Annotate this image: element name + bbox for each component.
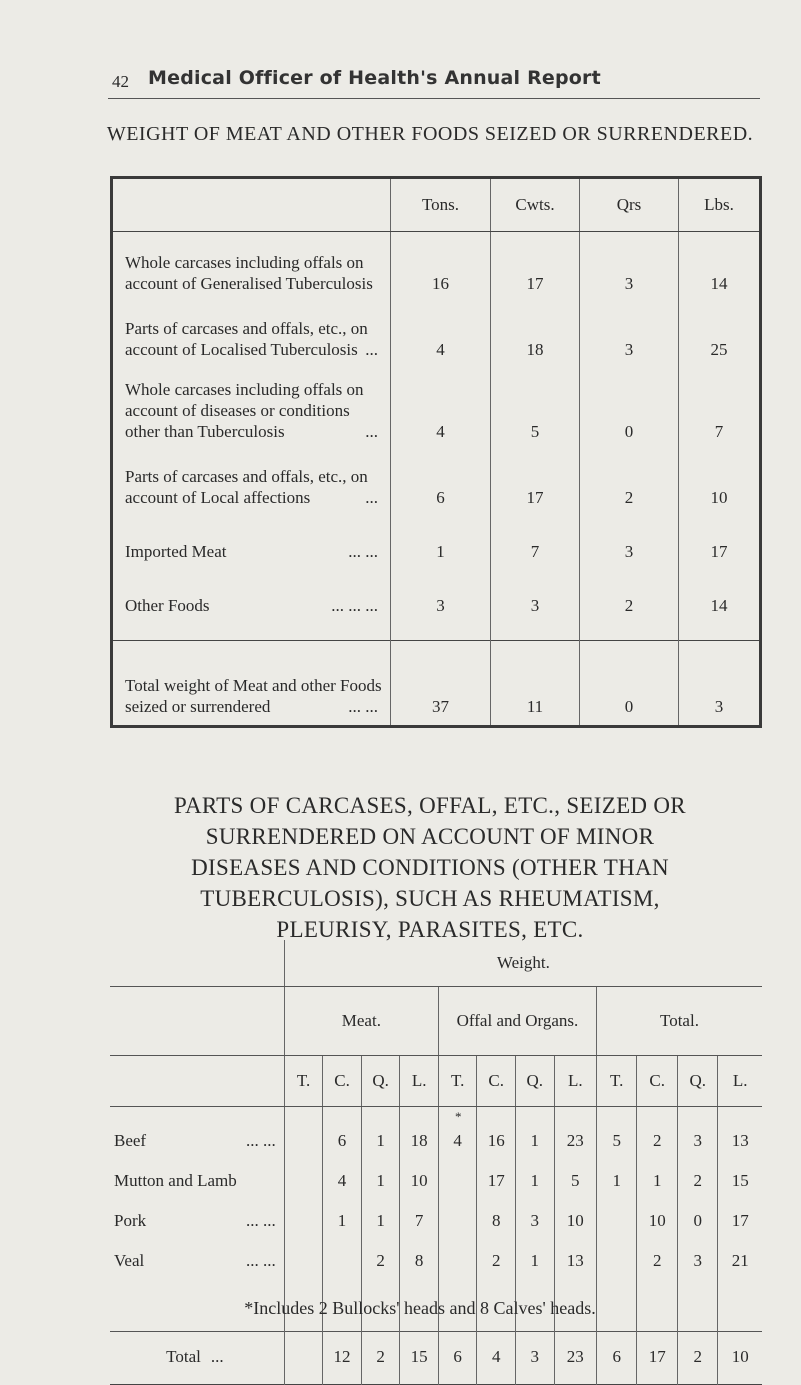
row-label <box>110 1233 284 1273</box>
value-text: 3 <box>530 1211 539 1230</box>
section2-title-line: DISEASES AND CONDITIONS (OTHER THAN <box>191 855 669 880</box>
subcol-header: T. <box>284 1056 322 1107</box>
value-cell <box>400 1107 439 1154</box>
value-cell <box>477 1193 516 1233</box>
value-text: 5 <box>571 1171 580 1190</box>
value-cell <box>515 1107 554 1154</box>
group-total: Total. <box>597 987 763 1056</box>
value-cell <box>438 1193 476 1233</box>
subcol-header: L. <box>718 1056 762 1107</box>
value-text: 1 <box>530 1171 539 1190</box>
qrs-cell: 0 <box>580 641 679 727</box>
value-text: 10 <box>410 1171 428 1190</box>
value-cell <box>637 1332 678 1385</box>
value-text: 2 <box>491 1251 501 1270</box>
running-title: Medical Officer of Health's Annual Report <box>148 67 601 89</box>
value-cell <box>554 1332 596 1385</box>
row-label <box>112 298 391 364</box>
row-label-line: Whole carcases including offals on <box>125 380 364 399</box>
value-cell <box>597 1107 637 1154</box>
value-text: 18 <box>410 1131 428 1150</box>
value-text: 21 <box>731 1251 749 1270</box>
value-cell <box>515 1233 554 1273</box>
value-cell <box>554 1193 596 1233</box>
value-cell <box>361 1153 400 1193</box>
value-cell <box>323 1332 362 1385</box>
cwts-cell: 11 <box>491 641 580 727</box>
cwts-cell: 5 <box>491 364 580 446</box>
group-offal-organs: Offal and Organs. <box>438 987 596 1056</box>
table2-row <box>110 1107 762 1154</box>
value-text: 4 <box>491 1347 501 1366</box>
value-cell <box>284 1233 322 1273</box>
footnote-star: * <box>454 1109 462 1124</box>
leader-dots: ... <box>365 488 378 507</box>
seized-foods-table <box>110 176 762 728</box>
value-cell <box>554 1107 596 1154</box>
leader-dots: ... ... <box>246 1211 276 1230</box>
value-cell <box>677 1107 718 1154</box>
row-label-text: Beef <box>114 1131 147 1150</box>
row-label-line: seized or surrendered <box>125 697 271 716</box>
row-label <box>112 566 391 641</box>
row-label <box>110 1332 284 1385</box>
tons-cell: 6 <box>391 446 491 512</box>
table2-stub-header-3 <box>110 1056 284 1107</box>
section2-title-line: PARTS OF CARCASES, OFFAL, ETC., SEIZED OR <box>174 793 686 818</box>
table1-row <box>112 512 761 566</box>
col-cwts: Cwts. <box>491 178 580 232</box>
tons-cell: 16 <box>391 232 491 299</box>
value-cell <box>718 1332 762 1385</box>
value-text: 23 <box>566 1131 584 1150</box>
value-cell <box>477 1332 516 1385</box>
value-cell <box>718 1153 762 1193</box>
value-text: 1 <box>530 1131 539 1150</box>
cwts-cell: 18 <box>491 298 580 364</box>
row-label-line: Parts of carcases and offals, etc., on <box>125 319 368 338</box>
value-text: 2 <box>693 1171 702 1190</box>
value-text: 3 <box>693 1131 702 1150</box>
row-label-line: other than Tuberculosis <box>125 422 285 441</box>
value-text: 3 <box>693 1251 702 1270</box>
subcol-header: Q. <box>515 1056 554 1107</box>
value-cell <box>515 1332 554 1385</box>
table2-stub-header-2 <box>110 987 284 1056</box>
value-cell <box>477 1153 516 1193</box>
table1-stub-header <box>112 178 391 232</box>
subcol-header: L. <box>400 1056 439 1107</box>
table2-row <box>110 1193 762 1233</box>
lbs-cell: 17 <box>679 512 761 566</box>
qrs-cell: 3 <box>580 298 679 364</box>
leader-dots: ... ... <box>348 697 378 716</box>
value-cell <box>637 1153 678 1193</box>
section1-title: WEIGHT OF MEAT AND OTHER FOODS SEIZED OR SURRENDERED. <box>106 123 754 145</box>
leader-dots: ... <box>365 422 378 441</box>
value-text: 2 <box>376 1347 385 1366</box>
tons-cell: 1 <box>391 512 491 566</box>
value-cell <box>323 1153 362 1193</box>
table1-row <box>112 446 761 512</box>
subcol-header: C. <box>477 1056 516 1107</box>
subcol-header: L. <box>554 1056 596 1107</box>
row-label <box>112 641 391 727</box>
table1-header-row <box>112 178 761 232</box>
col-lbs: Lbs. <box>679 178 761 232</box>
value-text: 10 <box>566 1211 584 1230</box>
lbs-cell: 14 <box>679 232 761 299</box>
value-cell <box>477 1107 516 1154</box>
lbs-cell: 10 <box>679 446 761 512</box>
table1-row <box>112 566 761 641</box>
subcol-header: T. <box>597 1056 637 1107</box>
value-text: 8 <box>414 1251 424 1270</box>
row-label-line: Whole carcases including offals on <box>125 253 364 272</box>
value-cell <box>637 1233 678 1273</box>
value-cell <box>438 1107 476 1154</box>
value-cell <box>554 1153 596 1193</box>
row-label-text: Pork <box>114 1211 147 1230</box>
row-label-text: Total <box>166 1347 201 1366</box>
value-text: 17 <box>648 1347 666 1366</box>
row-label <box>112 364 391 446</box>
section2-title-line: TUBERCULOSIS), SUCH AS RHEUMATISM, <box>200 886 660 911</box>
leader-dots: ... ... <box>348 542 378 561</box>
value-text: 2 <box>693 1347 702 1366</box>
value-cell <box>361 1107 400 1154</box>
table1-row <box>112 232 761 299</box>
col-qrs: Qrs <box>580 178 679 232</box>
value-cell <box>361 1332 400 1385</box>
table1-total-row <box>112 641 761 727</box>
row-label <box>112 446 391 512</box>
value-cell <box>515 1153 554 1193</box>
table2-subcolumn-row <box>110 1056 762 1107</box>
leader-dots: ... <box>210 1347 224 1366</box>
value-text: 10 <box>648 1211 666 1230</box>
subcol-header: C. <box>637 1056 678 1107</box>
value-cell <box>718 1107 762 1154</box>
value-text: 15 <box>731 1171 749 1190</box>
value-cell <box>284 1193 322 1233</box>
section2-title-line: PLEURISY, PARASITES, ETC. <box>276 917 584 942</box>
lbs-cell: 7 <box>679 364 761 446</box>
value-text: 1 <box>612 1171 621 1190</box>
value-cell <box>637 1193 678 1233</box>
table2-group-row <box>110 987 762 1056</box>
value-cell <box>597 1193 637 1233</box>
value-text: 2 <box>652 1131 662 1150</box>
value-cell <box>361 1193 400 1233</box>
value-cell <box>438 1233 476 1273</box>
value-text: 4 <box>453 1131 462 1150</box>
value-cell <box>597 1233 637 1273</box>
spacer-cell <box>718 1273 762 1332</box>
tons-cell: 3 <box>391 566 491 641</box>
qrs-cell: 2 <box>580 566 679 641</box>
row-label-line: account of Local affections <box>125 488 311 507</box>
table1-row <box>112 364 761 446</box>
value-text: 6 <box>337 1131 347 1150</box>
value-text: 0 <box>693 1211 702 1230</box>
lbs-cell: 3 <box>679 641 761 727</box>
value-text: 3 <box>530 1347 539 1366</box>
leader-dots: ... ... ... <box>331 596 378 615</box>
table1-row <box>112 298 761 364</box>
value-text: 8 <box>491 1211 501 1230</box>
row-label-text: Veal <box>114 1251 145 1270</box>
value-cell <box>438 1332 476 1385</box>
value-text: 12 <box>333 1347 351 1366</box>
row-label <box>112 512 391 566</box>
value-cell <box>400 1332 439 1385</box>
value-cell <box>677 1153 718 1193</box>
value-cell <box>477 1233 516 1273</box>
value-cell <box>284 1153 322 1193</box>
value-text: 13 <box>566 1251 584 1270</box>
cwts-cell: 3 <box>491 566 580 641</box>
cwts-cell: 7 <box>491 512 580 566</box>
value-cell <box>284 1332 322 1385</box>
value-cell <box>323 1107 362 1154</box>
value-text: 2 <box>652 1251 662 1270</box>
value-cell <box>284 1107 322 1154</box>
value-text: 10 <box>731 1347 749 1366</box>
value-text: 13 <box>731 1131 749 1150</box>
row-label <box>110 1193 284 1233</box>
value-text: 23 <box>566 1347 584 1366</box>
weight-header: Weight. <box>284 940 762 987</box>
table2-row <box>110 1233 762 1273</box>
value-cell <box>718 1193 762 1233</box>
value-cell <box>677 1332 718 1385</box>
footnote: *Includes 2 Bullocks' heads and 8 Calves' heads. <box>244 1298 596 1318</box>
row-label-line: Total weight of Meat and other Foods <box>125 676 382 695</box>
value-text: 1 <box>530 1251 539 1270</box>
row-label-line: Imported Meat <box>125 542 227 561</box>
group-meat: Meat. <box>284 987 438 1056</box>
value-cell <box>323 1233 362 1273</box>
value-cell <box>677 1193 718 1233</box>
value-text: 1 <box>376 1131 385 1150</box>
row-label-line: Other Foods <box>125 596 210 615</box>
section2-title-line: SURRENDERED ON ACCOUNT OF MINOR <box>205 824 655 849</box>
value-text: 1 <box>337 1211 347 1230</box>
cwts-cell: 17 <box>491 232 580 299</box>
row-label <box>110 1153 284 1193</box>
row-label-line: Parts of carcases and offals, etc., on <box>125 467 368 486</box>
qrs-cell: 0 <box>580 364 679 446</box>
subcol-header: Q. <box>361 1056 400 1107</box>
value-cell <box>554 1233 596 1273</box>
value-text: 2 <box>376 1251 385 1270</box>
qrs-cell: 3 <box>580 512 679 566</box>
table2-weight-row <box>110 940 762 987</box>
qrs-cell: 3 <box>580 232 679 299</box>
value-text: 1 <box>376 1211 385 1230</box>
table2-row <box>110 1153 762 1193</box>
value-text: 7 <box>414 1211 424 1230</box>
header-rule <box>108 98 760 99</box>
row-label-line: account of Generalised Tuberculosis <box>125 274 373 293</box>
value-cell <box>400 1233 439 1273</box>
value-cell <box>637 1107 678 1154</box>
value-text: 15 <box>410 1347 428 1366</box>
value-text: 4 <box>337 1171 347 1190</box>
row-label <box>112 232 391 299</box>
value-text: 1 <box>376 1171 385 1190</box>
value-cell <box>597 1332 637 1385</box>
table2-total-row <box>110 1332 762 1385</box>
value-text: 17 <box>731 1211 749 1230</box>
row-label <box>110 1107 284 1154</box>
leader-dots: ... ... <box>246 1131 276 1150</box>
subcol-header: Q. <box>677 1056 718 1107</box>
value-cell <box>400 1153 439 1193</box>
value-text: 5 <box>612 1131 621 1150</box>
leader-dots: ... ... <box>246 1251 276 1270</box>
section2-title <box>100 790 760 945</box>
value-text: 16 <box>487 1131 505 1150</box>
col-tons: Tons. <box>391 178 491 232</box>
value-cell <box>677 1233 718 1273</box>
row-label-text: Mutton and Lamb <box>114 1171 237 1190</box>
row-label-line: account of Localised Tuberculosis <box>125 340 358 359</box>
subcol-header: T. <box>438 1056 476 1107</box>
value-text: 6 <box>612 1347 621 1366</box>
row-label-line: account of diseases or conditions <box>125 401 350 420</box>
tons-cell: 4 <box>391 298 491 364</box>
leader-dots: ... <box>365 340 378 359</box>
value-cell <box>400 1193 439 1233</box>
value-cell <box>515 1193 554 1233</box>
cwts-cell: 17 <box>491 446 580 512</box>
value-text: 17 <box>487 1171 505 1190</box>
table2-stub-header <box>110 940 284 987</box>
qrs-cell: 2 <box>580 446 679 512</box>
value-cell <box>361 1233 400 1273</box>
page-number: 42 <box>112 72 129 91</box>
value-cell <box>597 1153 637 1193</box>
lbs-cell: 25 <box>679 298 761 364</box>
value-text: 1 <box>652 1171 662 1190</box>
value-cell <box>323 1193 362 1233</box>
tons-cell: 37 <box>391 641 491 727</box>
value-cell <box>438 1153 476 1193</box>
subcol-header: C. <box>323 1056 362 1107</box>
lbs-cell: 14 <box>679 566 761 641</box>
value-text: 6 <box>453 1347 462 1366</box>
value-cell <box>718 1233 762 1273</box>
tons-cell: 4 <box>391 364 491 446</box>
